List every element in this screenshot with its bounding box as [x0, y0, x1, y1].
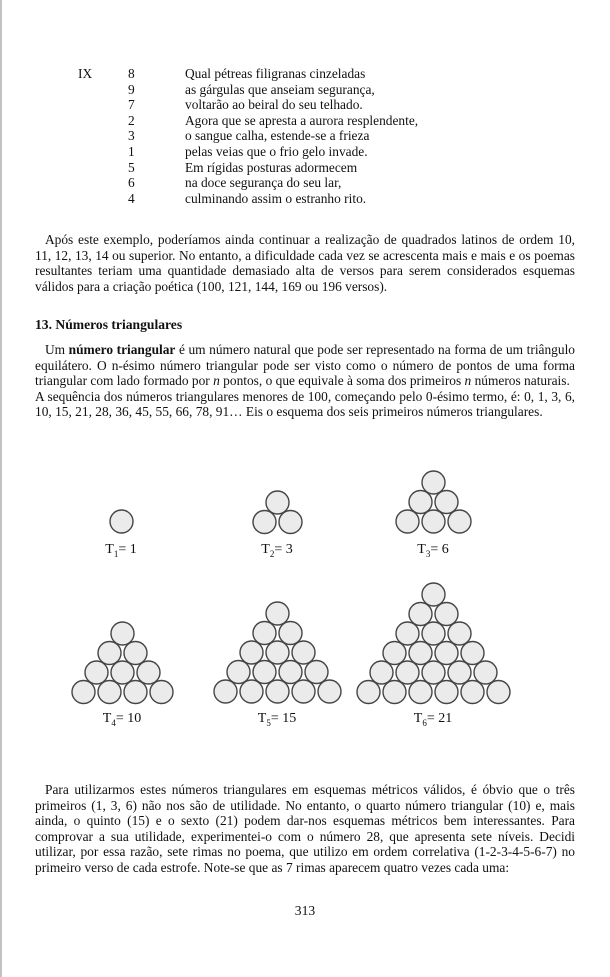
verse-line — [78, 113, 548, 129]
dot-circle — [461, 641, 484, 664]
verse-line — [78, 128, 548, 144]
dot-circle — [383, 641, 406, 664]
verse-line-number: 7 — [128, 97, 135, 113]
figure-label-T2: $T_2= 3$ — [261, 542, 293, 559]
dot-circle — [474, 661, 497, 684]
dot-circle — [266, 602, 289, 625]
paragraph-triangular-definition — [35, 342, 575, 420]
dot-circle — [435, 680, 458, 703]
dot-circle — [227, 661, 250, 684]
verse-line-number: 4 — [128, 190, 135, 206]
bold-term: número triangular — [68, 342, 176, 357]
dot-circle — [292, 641, 315, 664]
verse-line — [78, 97, 548, 113]
verse-line-text: Qual pétreas filigranas cinzeladas — [185, 66, 366, 81]
dot-circle — [253, 622, 276, 645]
verse-line — [78, 66, 548, 82]
dot-circle — [448, 661, 471, 684]
dot-circle — [124, 641, 147, 664]
verse-line-number: 6 — [128, 175, 135, 191]
dot-circle — [422, 661, 445, 684]
dot-circle — [266, 491, 289, 514]
verse-line — [78, 82, 548, 98]
verse-line-text: Agora que se apresta a aurora resplendente, — [185, 112, 419, 128]
dot-circle — [422, 622, 445, 645]
paragraph-sequence: A sequência dos números triangulares menores de 100, começando pelo 0-ésimo termo, é: 0, 1, 3, 6, 10, 15, 21, 28, 36, 45, 55, 66, 78, 91… Eis o esquema dos seis primeiros números triangulares. — [35, 388, 575, 419]
dot-circle — [435, 602, 458, 625]
figure-label-T5: $T_5= 15$ — [257, 711, 297, 728]
page-number: 313 — [294, 903, 316, 918]
verse-line-number: 3 — [128, 128, 135, 144]
dot-circle — [409, 641, 432, 664]
dot-circle — [357, 680, 380, 703]
dot-circle — [409, 491, 432, 514]
italic-n: n — [464, 373, 472, 388]
definition-text: pontos, o que equivale à soma dos primeiros — [219, 373, 465, 388]
figure-label-T1: $T_1= 1$ — [105, 542, 137, 559]
italic-n: n — [213, 373, 220, 388]
dot-circle — [448, 510, 471, 533]
paragraph-latin-squares: Após este exemplo, poderíamos ainda continuar a realização de quadrados latinos de ordem 10, 11, 12, 13, 14 ou superior. No entanto, a dificuldade cada vez se acrescenta mais e mais e os poemas resultantes teriam uma quantidade demasiado alta de versos para serem considerados esquemas válidos para a criação poética (100, 121, 144, 169 ou 196 versos). — [35, 232, 575, 294]
dot-circle — [370, 661, 393, 684]
dot-circle — [435, 491, 458, 514]
dot-circle — [72, 680, 95, 703]
dot-circle — [111, 622, 134, 645]
dot-circle — [292, 680, 315, 703]
verse-line-text: o sangue calha, estende-se a frieza — [185, 128, 370, 144]
stanza-numeral: IX — [78, 66, 93, 81]
dot-circle — [98, 680, 121, 703]
verse-line — [78, 144, 548, 160]
dot-circle — [435, 641, 458, 664]
definition-text: é um número natural que pode ser representado na forma de um triângulo equilátero. O n-ésimo número triangular pode ser visto como o número de pontos de uma forma triangular com lado formado por — [35, 342, 575, 388]
figure-label-T6: $T_6= 21$ — [413, 711, 453, 728]
dot-circle — [409, 680, 432, 703]
dot-circle — [240, 680, 263, 703]
triangular-number-diagram-T3 — [394, 469, 473, 535]
dot-circle — [305, 661, 328, 684]
dot-circle — [383, 680, 406, 703]
definition-text: números naturais. — [471, 373, 570, 388]
dot-circle — [448, 622, 471, 645]
verse-line-number: 2 — [128, 112, 135, 128]
verse-line-text: Em rígidas posturas adormecem — [185, 159, 358, 175]
triangular-number-diagram-T2 — [251, 489, 304, 536]
verse-block — [78, 66, 548, 206]
triangular-number-diagram-T6 — [355, 581, 512, 706]
dot-circle — [318, 680, 341, 703]
paragraph-definition — [35, 342, 575, 389]
dot-circle — [279, 661, 302, 684]
verse-line-number: 5 — [128, 159, 135, 175]
dot-circle — [111, 661, 134, 684]
verse-line-text: pelas veias que o frio gelo invade. — [185, 143, 368, 159]
verse-line-text: as gárgulas que anseiam segurança, — [185, 81, 375, 97]
verse-line — [78, 160, 548, 176]
triangular-number-diagram-T5 — [212, 600, 343, 705]
dot-circle — [422, 583, 445, 606]
dot-circle — [279, 622, 302, 645]
dot-circle — [422, 510, 445, 533]
triangular-number-diagram-T1 — [108, 508, 135, 535]
dot-circle — [253, 661, 276, 684]
verse-line-number: 8 — [128, 66, 135, 81]
figure-label-T4: $T_4= 10$ — [102, 711, 142, 728]
dot-circle — [396, 661, 419, 684]
dot-circle — [214, 680, 237, 703]
verse-line — [78, 175, 548, 191]
verse-line-number: 9 — [128, 81, 135, 97]
verse-line-number: 1 — [128, 143, 135, 159]
triangular-number-diagram-T4 — [70, 620, 175, 706]
section-heading: 13. Números triangulares — [35, 317, 183, 332]
verse-line-text: culminando assim o estranho rito. — [185, 190, 367, 206]
paragraph-metric-schemes: Para utilizarmos estes números triangulares em esquemas métricos válidos, é óbvio que o três primeiros (1, 3, 6) não nos são de utilidade. No entanto, o quarto número triangular (10) e, mais ainda, o quinto (15) e o sexto (21) podem dar-nos esquemas métricos bem interessantes. Para comprovar a sua utilidade, experimentei-o com o número 28, que apresenta sete níveis. Decidi utilizar, por essa razão, sete rimas no poema, que utilizo em ordem correlativa (1-2-3-4-5-6-7) no primeiro verso de cada estrofe. Note-se que as 7 rimas aparecem quatro vezes cada uma: — [35, 782, 575, 875]
verse-line-text: voltarão ao beiral do seu telhado. — [185, 97, 363, 113]
dot-circle — [98, 641, 121, 664]
figure-label-T3: $T_3= 6$ — [417, 542, 449, 559]
dot-circle — [124, 680, 147, 703]
verse-line-text: na doce segurança do seu lar, — [185, 175, 342, 191]
dot-circle — [487, 680, 510, 703]
dot-circle — [150, 680, 173, 703]
dot-circle — [266, 641, 289, 664]
dot-circle — [396, 510, 419, 533]
dot-circle — [85, 661, 108, 684]
dot-circle — [279, 510, 302, 533]
dot-circle — [422, 471, 445, 494]
definition-text: Um — [45, 342, 69, 357]
dot-circle — [461, 680, 484, 703]
dot-circle — [409, 602, 432, 625]
verse-line — [78, 191, 548, 207]
page-edge-line — [0, 0, 2, 977]
dot-circle — [240, 641, 263, 664]
dot-circle — [396, 622, 419, 645]
dot-circle — [110, 510, 133, 533]
dot-circle — [253, 510, 276, 533]
dot-circle — [266, 680, 289, 703]
dot-circle — [137, 661, 160, 684]
